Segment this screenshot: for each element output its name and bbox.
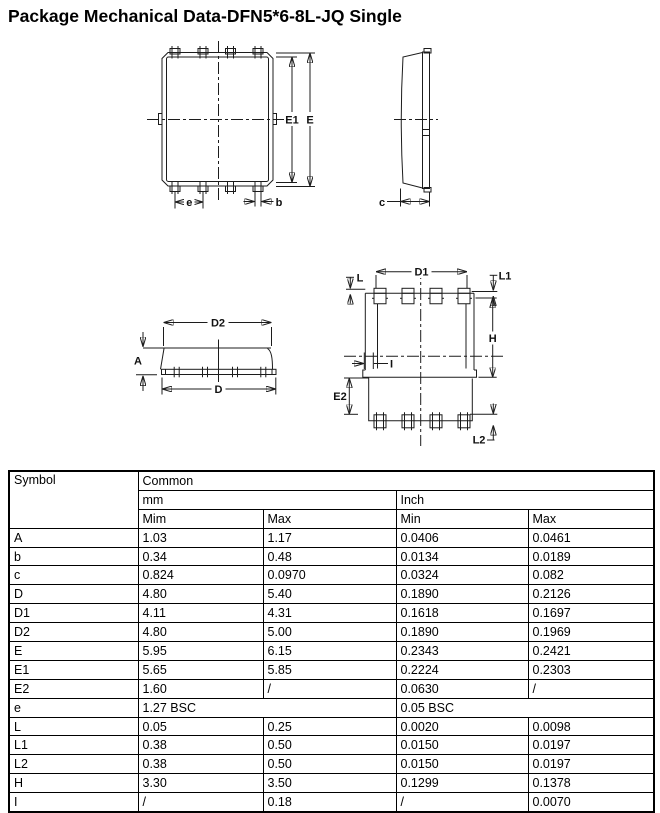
header-symbol: Symbol (9, 471, 138, 528)
value-cell: / (263, 679, 396, 698)
table-row (9, 642, 654, 661)
value-cell: 0.2343 (396, 642, 528, 661)
symbol-cell: b (9, 547, 138, 566)
value-cell: 0.1969 (528, 623, 654, 642)
dim-label-d1: D1 (414, 266, 429, 279)
value-cell: 1.03 (138, 528, 263, 547)
value-cell: 0.2224 (396, 660, 528, 679)
side-view-drawing (379, 49, 438, 210)
value-cell: 0.1890 (396, 585, 528, 604)
value-cell: 0.18 (263, 793, 396, 812)
value-cell: 0.0070 (528, 793, 654, 812)
table-row (9, 793, 654, 812)
value-cell: 4.80 (138, 623, 263, 642)
value-cell: / (528, 679, 654, 698)
top-view-drawing (147, 41, 317, 209)
table-body (9, 528, 654, 812)
value-cell: 0.1697 (528, 604, 654, 623)
dim-label-i: I (389, 358, 394, 371)
table-row (9, 736, 654, 755)
value-cell: 0.1618 (396, 604, 528, 623)
symbol-cell: L (9, 717, 138, 736)
table-row (9, 717, 654, 736)
dim-label-a: A (134, 355, 142, 368)
dim-label-h: H (488, 333, 497, 345)
value-cell: 1.17 (263, 528, 396, 547)
value-cell: 0.48 (263, 547, 396, 566)
value-cell: 1.60 (138, 679, 263, 698)
symbol-cell: A (9, 528, 138, 547)
header-mm: mm (138, 490, 396, 509)
symbol-cell: e (9, 698, 138, 717)
dim-label-b: b (275, 197, 283, 209)
value-cell: 5.40 (263, 585, 396, 604)
dim-label-c: c (378, 197, 386, 209)
value-cell: 5.00 (263, 623, 396, 642)
table-row (9, 566, 654, 585)
value-cell: / (138, 793, 263, 812)
value-cell: 1.27 BSC (138, 698, 396, 717)
value-cell: 0.0020 (396, 717, 528, 736)
header-row-1 (9, 471, 654, 490)
value-cell: 0.0150 (396, 736, 528, 755)
value-cell: 0.0189 (528, 547, 654, 566)
symbol-cell: L1 (9, 736, 138, 755)
page-title: Package Mechanical Data-DFN5*6-8L-JQ Single (8, 6, 402, 26)
value-cell: 0.0150 (396, 755, 528, 774)
header-mm-min: Mim (138, 509, 263, 528)
value-cell: 0.2421 (528, 642, 654, 661)
symbol-cell: E1 (9, 660, 138, 679)
dim-label-l2: L2 (472, 434, 486, 447)
value-cell: 0.05 BSC (396, 698, 654, 717)
table-row (9, 660, 654, 679)
dim-label-e2: E2 (333, 391, 347, 403)
symbol-cell: I (9, 793, 138, 812)
value-cell: 5.85 (263, 660, 396, 679)
symbol-cell: H (9, 774, 138, 793)
value-cell: 0.824 (138, 566, 263, 585)
value-cell: 4.11 (138, 604, 263, 623)
symbol-cell: c (9, 566, 138, 585)
value-cell: / (396, 793, 528, 812)
dim-label-l1: L1 (498, 270, 512, 283)
value-cell: 0.1299 (396, 774, 528, 793)
value-cell: 0.25 (263, 717, 396, 736)
value-cell: 6.15 (263, 642, 396, 661)
value-cell: 0.50 (263, 736, 396, 755)
value-cell: 0.05 (138, 717, 263, 736)
value-cell: 5.65 (138, 660, 263, 679)
value-cell: 0.0197 (528, 736, 654, 755)
value-cell: 3.50 (263, 774, 396, 793)
value-cell: 0.38 (138, 755, 263, 774)
table-row (9, 698, 654, 717)
dimensions-table (8, 470, 655, 813)
bottom-view-drawing (333, 265, 511, 447)
dim-label-e1: E1 (285, 114, 299, 127)
value-cell: 0.50 (263, 755, 396, 774)
symbol-cell: L2 (9, 755, 138, 774)
symbol-cell: D1 (9, 604, 138, 623)
symbol-cell: D2 (9, 623, 138, 642)
value-cell: 0.0324 (396, 566, 528, 585)
dim-label-pitch-e: e (186, 197, 193, 209)
value-cell: 0.0970 (263, 566, 396, 585)
header-inch-min: Min (396, 509, 528, 528)
dim-label-d2: D2 (210, 317, 226, 330)
dim-label-d: D (214, 384, 223, 396)
front-view-drawing (134, 316, 276, 397)
symbol-cell: E2 (9, 679, 138, 698)
value-cell: 0.1378 (528, 774, 654, 793)
value-cell: 0.1890 (396, 623, 528, 642)
value-cell: 0.0461 (528, 528, 654, 547)
symbol-cell: D (9, 585, 138, 604)
value-cell: 0.2126 (528, 585, 654, 604)
value-cell: 0.34 (138, 547, 263, 566)
value-cell: 4.31 (263, 604, 396, 623)
dim-label-l: L (356, 272, 364, 285)
value-cell: 0.0134 (396, 547, 528, 566)
table-row (9, 679, 654, 698)
table-row (9, 774, 654, 793)
header-inch: Inch (396, 490, 654, 509)
value-cell: 3.30 (138, 774, 263, 793)
table-row (9, 604, 654, 623)
value-cell: 0.38 (138, 736, 263, 755)
value-cell: 0.0630 (396, 679, 528, 698)
header-mm-max: Max (263, 509, 396, 528)
value-cell: 0.082 (528, 566, 654, 585)
table-row (9, 547, 654, 566)
value-cell: 4.80 (138, 585, 263, 604)
value-cell: 0.0098 (528, 717, 654, 736)
table-row (9, 755, 654, 774)
dim-label-e: E (306, 114, 314, 127)
value-cell: 0.0197 (528, 755, 654, 774)
symbol-cell: E (9, 642, 138, 661)
value-cell: 0.0406 (396, 528, 528, 547)
header-common: Common (138, 471, 654, 490)
table-row (9, 528, 654, 547)
value-cell: 5.95 (138, 642, 263, 661)
value-cell: 0.2303 (528, 660, 654, 679)
table-row (9, 623, 654, 642)
header-inch-max: Max (528, 509, 654, 528)
table-row (9, 585, 654, 604)
